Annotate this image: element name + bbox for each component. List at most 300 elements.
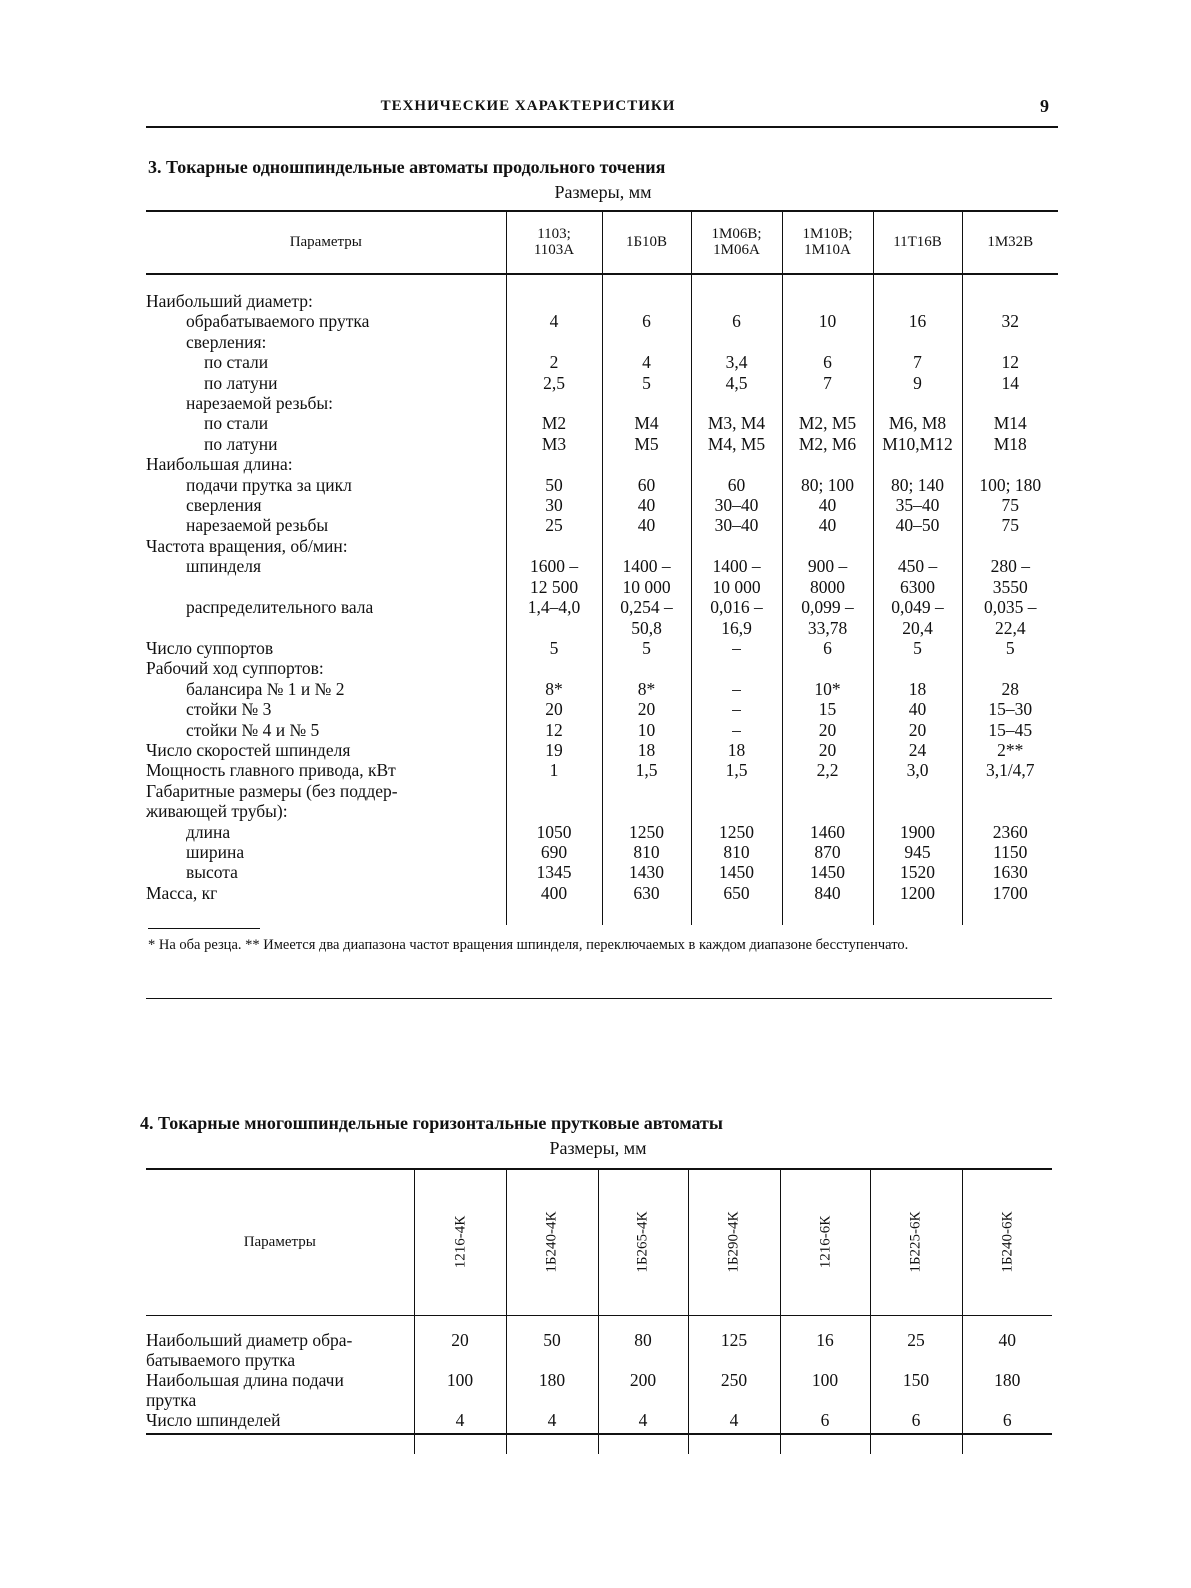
table3-cell	[506, 291, 602, 311]
table3-cell: 30	[506, 495, 602, 515]
table4-cell	[414, 1350, 506, 1370]
table3-cell: 1050	[506, 822, 602, 842]
table3-row-label: Рабочий ход суппортов:	[146, 658, 324, 679]
table3-spacer	[146, 903, 1058, 925]
table-row	[146, 393, 1058, 413]
table3-col-header-line: 1Б10В	[625, 234, 668, 250]
table3-cell	[782, 658, 873, 678]
table3-cell: 24	[873, 740, 962, 760]
table4-col-header	[506, 1169, 598, 1316]
table3-cell	[602, 536, 691, 556]
table3-cell: 12 500	[506, 577, 602, 597]
table3-cell: 3,4	[691, 352, 782, 372]
table3-row-label: Наибольшая длина:	[146, 454, 293, 475]
table-row	[146, 515, 1058, 535]
table-row	[146, 638, 1058, 658]
table3-cell: 22,4	[962, 618, 1058, 638]
table3-cell: 16,9	[691, 618, 782, 638]
table3-cell: 30–40	[691, 515, 782, 535]
table3-cell: 0,254 –	[602, 597, 691, 617]
table3-col-header-line: 1103;	[537, 226, 571, 242]
table3-row-label: Число суппортов	[146, 637, 274, 658]
table3-cell	[873, 658, 962, 678]
table3-cell	[691, 801, 782, 821]
table4-cell	[506, 1390, 598, 1410]
table3-col-header-line: 1103А	[533, 242, 575, 258]
table3-cell: 75	[962, 495, 1058, 515]
table3-row-label: стойки № 3	[186, 699, 272, 720]
table3-cell: 9	[873, 373, 962, 393]
table3-cell: 5	[602, 373, 691, 393]
table4-cell	[506, 1350, 598, 1370]
table3-row-label: балансира № 1 и № 2	[186, 678, 345, 699]
table3-row-label: ширина	[186, 841, 245, 862]
table3-row-label: Частота вращения, об/мин:	[146, 535, 348, 556]
table3-cell: 6	[602, 311, 691, 331]
table3-cell: 7	[782, 373, 873, 393]
table3-cell	[782, 393, 873, 413]
table4-cell	[780, 1350, 870, 1370]
table-row	[146, 475, 1058, 495]
table3-cell: 4	[602, 352, 691, 372]
table-row	[146, 536, 1058, 556]
table4-row-label: Наибольшая длина подачи	[146, 1370, 344, 1390]
table3-cell: 650	[691, 883, 782, 903]
table3-row-label: Масса, кг	[146, 882, 218, 903]
table-row	[146, 720, 1058, 740]
table3-spacer	[146, 274, 1058, 291]
table3-cell: –	[691, 720, 782, 740]
table4-header-row	[146, 1169, 1052, 1316]
table3-cell	[962, 291, 1058, 311]
table3-cell	[506, 618, 602, 638]
table-row	[146, 862, 1058, 882]
table3-col-header	[782, 211, 873, 274]
table3-cell	[602, 658, 691, 678]
table-row	[146, 413, 1058, 433]
table3-cell	[782, 801, 873, 821]
table3-cell: 32	[962, 311, 1058, 331]
table4-col-header	[598, 1169, 688, 1316]
table4-units: Размеры, мм	[549, 1138, 647, 1158]
table3-cell: 30–40	[691, 495, 782, 515]
table4-cell: 125	[688, 1330, 780, 1350]
table3-cell: 1400 –	[602, 556, 691, 576]
table3-caption: 3. Токарные одношпиндельные автоматы продольного точения	[148, 157, 666, 177]
table-row	[146, 883, 1058, 903]
table3-cell	[691, 291, 782, 311]
table3-cell: 8*	[602, 679, 691, 699]
table3-cell: 1630	[962, 862, 1058, 882]
table4-col-header	[870, 1169, 962, 1316]
table3-cell	[962, 536, 1058, 556]
table3-cell: –	[691, 638, 782, 658]
table-row	[146, 679, 1058, 699]
table4-cell	[414, 1390, 506, 1410]
table3-cell: 0,016 –	[691, 597, 782, 617]
table3-cell: 6	[691, 311, 782, 331]
table3-cell	[691, 393, 782, 413]
table4-row-label: Число шпинделей	[146, 1410, 281, 1430]
table3-cell: 10	[782, 311, 873, 331]
table3-cell	[962, 332, 1058, 352]
table-row	[146, 434, 1058, 454]
table3-cell: 40–50	[873, 515, 962, 535]
table3-cell: М14	[962, 413, 1058, 433]
table-row	[146, 842, 1058, 862]
table3-cell: 10	[602, 720, 691, 740]
table3-cell: 60	[602, 475, 691, 495]
table3-cell: 1,4–4,0	[506, 597, 602, 617]
table3-row-label: по латуни	[204, 372, 278, 393]
table3-col-header-line: 11Т16В	[893, 234, 942, 250]
running-title: ТЕХНИЧЕСКИЕ ХАРАКТЕРИСТИКИ	[380, 98, 676, 114]
table4-cell: 80	[598, 1330, 688, 1350]
table4-cell	[962, 1350, 1052, 1370]
table3-col-header-line: 1М06А	[713, 242, 760, 258]
table3-cell: 2,5	[506, 373, 602, 393]
table3-cell: 3,1/4,7	[962, 760, 1058, 780]
table3-row-label: по латуни	[204, 433, 278, 454]
table3-cell: 6	[782, 352, 873, 372]
table3-row-label: шпинделя	[186, 556, 262, 577]
table-row	[146, 373, 1058, 393]
table3-cell: М5	[602, 434, 691, 454]
table3-cell: –	[691, 679, 782, 699]
table4-row-label: батываемого прутка	[146, 1350, 296, 1370]
table-row	[146, 352, 1058, 372]
table3-cell: 6	[782, 638, 873, 658]
table4-col-header	[688, 1169, 780, 1316]
table4-row-label: прутка	[146, 1390, 197, 1410]
table4-cell	[598, 1390, 688, 1410]
table4-cell	[780, 1390, 870, 1410]
table3-cell: 25	[506, 515, 602, 535]
table3-cell: 2360	[962, 822, 1058, 842]
table3-cell	[873, 393, 962, 413]
table3-cell	[873, 801, 962, 821]
table3-row-label: живающей трубы):	[146, 801, 288, 822]
table3-cell	[506, 454, 602, 474]
table3-cell: 1150	[962, 842, 1058, 862]
table3-row-label: нарезаемой резьбы	[186, 515, 329, 536]
table4-cell: 150	[870, 1370, 962, 1390]
table4-col-header-label: 1Б265-4К	[635, 1211, 651, 1273]
table3-cell: 3,0	[873, 760, 962, 780]
table4-cell: 4	[598, 1410, 688, 1430]
table3-cell: 0,049 –	[873, 597, 962, 617]
table3-cell	[782, 781, 873, 801]
table3	[146, 211, 1058, 925]
table3-cell: 3550	[962, 577, 1058, 597]
table3-cell: 1450	[691, 862, 782, 882]
table4	[146, 1169, 1052, 1454]
table4-cell	[688, 1350, 780, 1370]
table4-cell: 6	[780, 1410, 870, 1430]
table-row	[146, 311, 1058, 331]
table3-cell: 690	[506, 842, 602, 862]
table3-cell: 15–45	[962, 720, 1058, 740]
table4-caption: 4. Токарные многошпиндельные горизонтальные прутковые автоматы	[140, 1113, 723, 1133]
table3-cell: М4, М5	[691, 434, 782, 454]
table3-col-header	[602, 211, 691, 274]
table3-cell: 10*	[782, 679, 873, 699]
table4-cell	[598, 1350, 688, 1370]
table-row	[146, 495, 1058, 515]
table3-cell: 0,035 –	[962, 597, 1058, 617]
table-row	[146, 1410, 1052, 1430]
table3-cell: 870	[782, 842, 873, 862]
table3-cell: 10 000	[602, 577, 691, 597]
table3-cell: 40	[782, 515, 873, 535]
table3-cell: 18	[691, 740, 782, 760]
table3-cell: 12	[962, 352, 1058, 372]
table3-cell: 1430	[602, 862, 691, 882]
table3-cell: 1900	[873, 822, 962, 842]
table3-cell: 1,5	[602, 760, 691, 780]
table4-cell: 200	[598, 1370, 688, 1390]
table3-cell	[962, 454, 1058, 474]
table4-col-header-label: 1Б225-6К	[908, 1211, 924, 1273]
table3-param-header: Параметры	[146, 211, 506, 274]
table4-cell: 4	[688, 1410, 780, 1430]
table3-cell: 810	[602, 842, 691, 862]
table3-cell: 16	[873, 311, 962, 331]
table3-cell: М2	[506, 413, 602, 433]
table3-cell: 8000	[782, 577, 873, 597]
table3-cell: 450 –	[873, 556, 962, 576]
table3-cell	[782, 536, 873, 556]
table3-cell: 1600 –	[506, 556, 602, 576]
table4-col-header-label: 1Б240-4К	[544, 1211, 560, 1273]
table3-cell: 1400 –	[691, 556, 782, 576]
table3-cell	[691, 536, 782, 556]
table3-cell: 1250	[691, 822, 782, 842]
table3-cell: 50	[506, 475, 602, 495]
table3-cell	[602, 291, 691, 311]
table-row	[146, 597, 1058, 617]
table3-row-label: по стали	[204, 413, 269, 434]
table3-row-label: распределительного вала	[186, 597, 374, 618]
table3-cell: 20	[782, 740, 873, 760]
table3-row-label: обрабатываемого прутка	[186, 311, 370, 332]
table-row	[146, 1350, 1052, 1370]
table3-cell: 630	[602, 883, 691, 903]
table4-row-label: Наибольший диаметр обра-	[146, 1330, 353, 1350]
table4-col-header-label: 1216-4К	[452, 1215, 468, 1269]
table3-cell	[691, 781, 782, 801]
table4-cell	[870, 1390, 962, 1410]
table3-cell: 810	[691, 842, 782, 862]
table-row	[146, 291, 1058, 311]
table4-cell: 6	[870, 1410, 962, 1430]
table4-cell: 180	[962, 1370, 1052, 1390]
table4-cell: 4	[506, 1410, 598, 1430]
table3-cell	[691, 454, 782, 474]
table3-row-label	[146, 577, 506, 597]
table3-cell: 1450	[782, 862, 873, 882]
table3-cell	[962, 801, 1058, 821]
table3-cell	[506, 781, 602, 801]
table3-footnote: * На оба резца. ** Имеется два диапазона частот вращения шпинделя, переключаемых в каждом диапазоне бесступенчато.	[148, 937, 909, 953]
table-row	[146, 740, 1058, 760]
table3-cell	[782, 332, 873, 352]
table3-row-label: длина	[186, 821, 231, 842]
table4-cell: 6	[962, 1410, 1052, 1430]
table4-col-header-label: 1Б290-4К	[726, 1211, 742, 1273]
table-row	[146, 760, 1058, 780]
table3-cell	[782, 454, 873, 474]
table-row	[146, 454, 1058, 474]
table3-cell: 14	[962, 373, 1058, 393]
table3-cell: 4	[506, 311, 602, 331]
table3-row-label: Габаритные размеры (без поддер-	[146, 780, 398, 801]
table3-row-label: Число скоростей шпинделя	[146, 739, 351, 760]
table3-cell: 1	[506, 760, 602, 780]
table4-cell: 250	[688, 1370, 780, 1390]
table3-col-header	[962, 211, 1058, 274]
table3-cell: 35–40	[873, 495, 962, 515]
table3-cell	[873, 781, 962, 801]
table3-cell: 400	[506, 883, 602, 903]
table3-row-label: подачи прутка за цикл	[186, 474, 352, 495]
table4-cell: 100	[414, 1370, 506, 1390]
table3-cell	[602, 454, 691, 474]
table3-cell: 19	[506, 740, 602, 760]
table3-cell: 6300	[873, 577, 962, 597]
table3-cell: 40	[873, 699, 962, 719]
table-row	[146, 618, 1058, 638]
table-row	[146, 781, 1058, 801]
table3-row-label: Наибольший диаметр:	[146, 291, 313, 311]
table3-cell: 15	[782, 699, 873, 719]
section-divider	[146, 998, 1052, 999]
table3-cell: 4,5	[691, 373, 782, 393]
table3-cell: 840	[782, 883, 873, 903]
table3-cell: 75	[962, 515, 1058, 535]
table3-cell: 2,2	[782, 760, 873, 780]
table3-cell: 1460	[782, 822, 873, 842]
table3-col-header-line: 1М10В;	[802, 226, 853, 242]
table4-param-header: Параметры	[146, 1169, 414, 1316]
table3-cell: 5	[873, 638, 962, 658]
table3-cell: 1200	[873, 883, 962, 903]
table3-cell: 20	[782, 720, 873, 740]
table3-cell: 40	[782, 495, 873, 515]
table4-cell	[688, 1390, 780, 1410]
table3-units: Размеры, мм	[554, 182, 652, 202]
table3-cell: 100; 180	[962, 475, 1058, 495]
table3-cell: 280 –	[962, 556, 1058, 576]
page-number: 9	[1040, 96, 1049, 116]
table3-header-row	[146, 211, 1058, 274]
table3-cell: 1700	[962, 883, 1058, 903]
table-row	[146, 332, 1058, 352]
table4-cell: 16	[780, 1330, 870, 1350]
table3-cell	[602, 332, 691, 352]
table3-cell: 1250	[602, 822, 691, 842]
table3-cell: 18	[873, 679, 962, 699]
table3-cell	[782, 291, 873, 311]
table-row	[146, 556, 1058, 576]
table3-cell: 20,4	[873, 618, 962, 638]
table3-cell	[873, 536, 962, 556]
table3-cell: М3, М4	[691, 413, 782, 433]
table3-cell: –	[691, 699, 782, 719]
table3-cell: 2	[506, 352, 602, 372]
table3-cell: 1345	[506, 862, 602, 882]
table4-cell: 180	[506, 1370, 598, 1390]
table-row	[146, 658, 1058, 678]
table3-row-label: сверления	[186, 495, 262, 516]
table3-cell	[506, 658, 602, 678]
table3-cell: М6, М8	[873, 413, 962, 433]
table4-bottom-rule	[146, 1433, 1052, 1435]
table4-col-header-label: 1Б240-6К	[999, 1211, 1016, 1273]
table-row	[146, 577, 1058, 597]
table4-col-header	[962, 1169, 1052, 1316]
table3-cell: 80; 140	[873, 475, 962, 495]
table3-col-header	[691, 211, 782, 274]
table4-col-header-label: 1216-6К	[817, 1215, 833, 1269]
header-rule	[146, 126, 1058, 128]
table3-cell: 33,78	[782, 618, 873, 638]
table3-row-label: высота	[186, 862, 238, 883]
table3-cell: 20	[873, 720, 962, 740]
table3-cell: 40	[602, 495, 691, 515]
table3-cell: 7	[873, 352, 962, 372]
table-row	[146, 1370, 1052, 1390]
table3-cell	[506, 536, 602, 556]
table3-cell: 60	[691, 475, 782, 495]
footnote-rule	[148, 928, 260, 929]
table3-cell: 20	[506, 699, 602, 719]
table3-cell	[873, 454, 962, 474]
table4-col-header	[780, 1169, 870, 1316]
table3-cell: 1,5	[691, 760, 782, 780]
table3-cell: 900 –	[782, 556, 873, 576]
table3-cell: 10 000	[691, 577, 782, 597]
table3-cell: 12	[506, 720, 602, 740]
table3-cell	[962, 658, 1058, 678]
table3-cell	[691, 332, 782, 352]
table3-col-header-line: 1М06В;	[711, 226, 762, 242]
table4-cell: 20	[414, 1330, 506, 1350]
table3-cell: М10,М12	[873, 434, 962, 454]
table3-cell: 18	[602, 740, 691, 760]
table3-cell	[691, 658, 782, 678]
table-row	[146, 822, 1058, 842]
table4-cell	[962, 1390, 1052, 1410]
table-row	[146, 699, 1058, 719]
table3-col-header	[873, 211, 962, 274]
table3-cell: 28	[962, 679, 1058, 699]
table4-cell: 25	[870, 1330, 962, 1350]
table3-cell	[602, 393, 691, 413]
table3-cell: 1520	[873, 862, 962, 882]
table3-row-label: по стали	[204, 352, 269, 373]
table-row	[146, 1390, 1052, 1410]
table3-cell: 50,8	[602, 618, 691, 638]
table3-col-header-line: 1М32В	[987, 234, 1034, 250]
table4-spacer	[146, 1316, 1052, 1331]
table3-cell: 0,099 –	[782, 597, 873, 617]
table3-cell	[506, 393, 602, 413]
table3-cell: М2, М6	[782, 434, 873, 454]
table4-cell: 100	[780, 1370, 870, 1390]
table-row	[146, 801, 1058, 821]
table-row	[146, 1330, 1052, 1350]
